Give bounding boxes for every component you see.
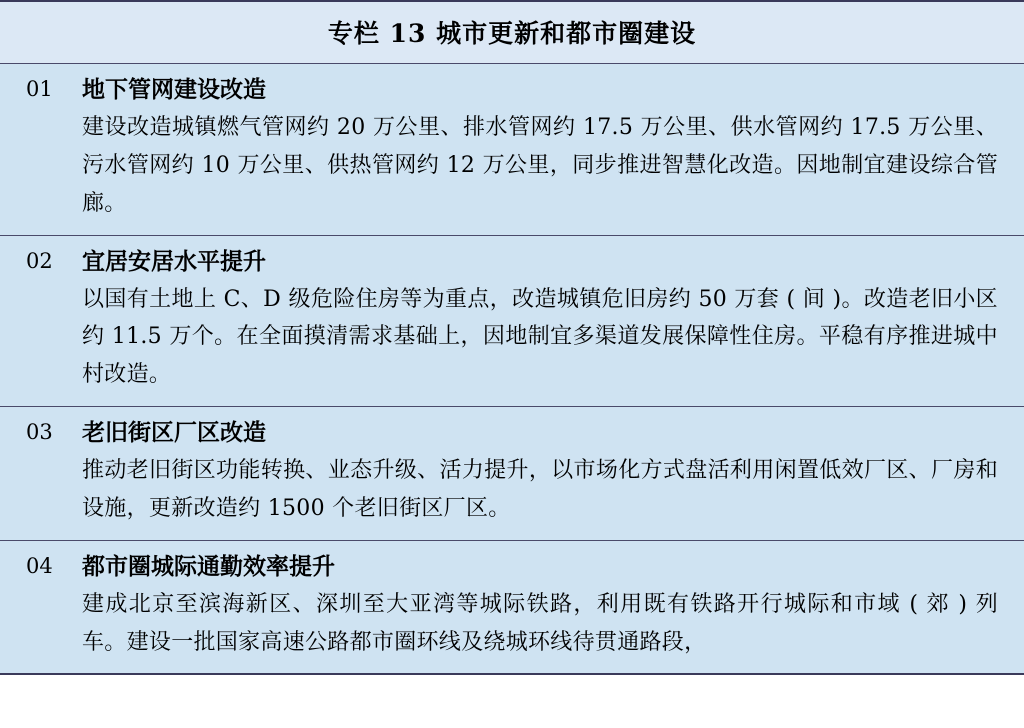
entry-text: 建成北京至滨海新区、深圳至大亚湾等城际铁路，利用既有铁路开行城际和市域 ( 郊 ) 列车。建设一批国家高速公路都市圈环线及绕城环线待贯通路段， (82, 591, 998, 655)
entry-text: 建设改造城镇燃气管网约 20 万公里、排水管网约 17.5 万公里、供水管网约 17.5 万公里、污水管网约 10 万公里、供热管网约 12 万公里，同步推进智慧化改造。因地制宜建设综合管廊。 (82, 115, 998, 216)
entry-heading: 宜居安居水平提升 (82, 247, 266, 275)
entry-heading: 地下管网建设改造 (82, 76, 266, 103)
entry-body (82, 246, 998, 395)
list-item (0, 64, 1024, 236)
entry-number: 02 (26, 248, 53, 273)
list-item (0, 541, 1024, 674)
entry-number: 04 (26, 553, 53, 578)
entry-body (82, 74, 998, 223)
entry-heading: 老旧街区厂区改造 (82, 419, 266, 447)
page-title: 专栏 13 城市更新和都市圈建设 (0, 2, 1024, 64)
list-item (0, 236, 1024, 408)
list-item (0, 407, 1024, 541)
entry-text: 推动老旧街区功能转换、业态升级、活力提升，以市场化方式盘活利用闲置低效厂区、厂房和设施，更新改造约 1500 个老旧街区厂区。 (82, 458, 998, 521)
entry-heading: 都市圈城际通勤效率提升 (82, 552, 335, 580)
entry-number: 03 (26, 420, 53, 445)
entry-number: 01 (26, 77, 53, 101)
entry-body (82, 551, 998, 662)
entry-body (82, 417, 998, 528)
entry-text: 以国有土地上 C、D 级危险住房等为重点，改造城镇危旧房约 50 万套 ( 间 )。改造老旧小区约 11.5 万个。在全面摸清需求基础上，因地制宜多渠道发展保障性住房。平稳有序推进城中村改造。 (82, 286, 998, 388)
